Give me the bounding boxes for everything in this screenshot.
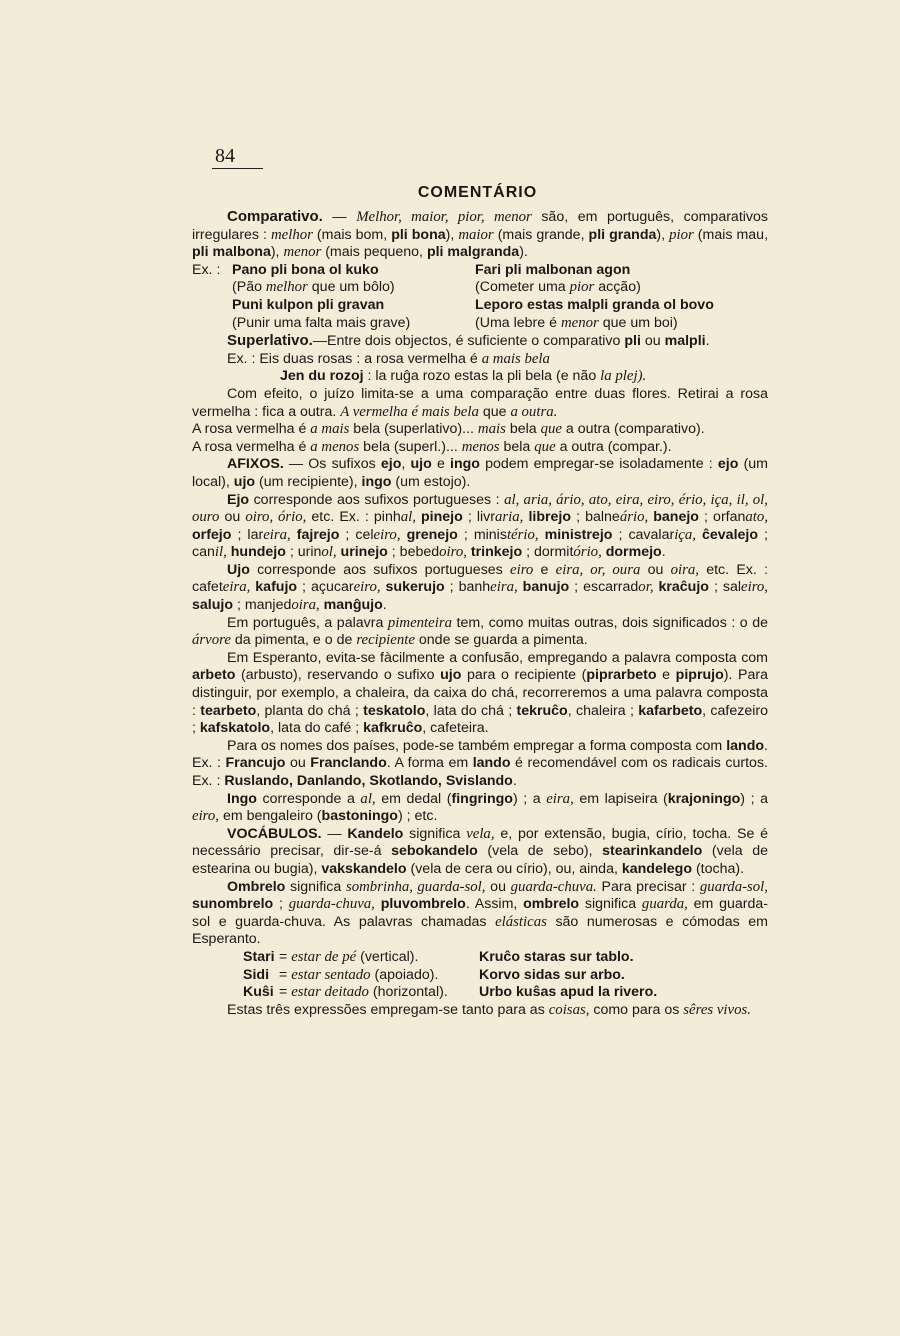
example-cell [232, 262, 475, 280]
esperanto-run: kraĉujo [653, 579, 709, 596]
text-run: em bengaleiro ( [219, 808, 322, 825]
text-run: bela (superl.)... [359, 438, 462, 455]
italic-run: tério, [506, 526, 539, 543]
text-run: a outra (comparativo). [561, 421, 705, 438]
text-run: em guarda-sol e guarda-chuva. As palavras chamadas [192, 896, 769, 930]
text-run: ou [219, 509, 246, 526]
verb-word: Sidi [243, 966, 270, 983]
italic-run: recipiente [356, 632, 415, 649]
italic-run: que [534, 438, 556, 455]
text-run: ou [285, 755, 311, 772]
text-run: acção) [594, 279, 641, 296]
text-run: ) ; etc. [397, 808, 438, 825]
esperanto-run: pluvombrelo [380, 896, 466, 913]
text-run: . Assim, [465, 896, 524, 913]
italic-run: eira, [546, 790, 574, 807]
section-heading: Comparativo. [227, 208, 323, 225]
text-run: = [279, 948, 292, 965]
text-run: A rosa vermelha é [192, 421, 311, 438]
verb-example: Korvo sidas sur arbo. [479, 966, 625, 983]
text-run: e [533, 561, 556, 578]
text-run: — [321, 825, 348, 842]
section-heading: AFIXOS. [227, 456, 284, 473]
italic-run: aria, [495, 509, 524, 526]
example-row [192, 315, 768, 333]
section-heading: Superlativo. [227, 332, 313, 350]
italic-run: melhor [265, 279, 308, 296]
paragraph-superlativo [192, 332, 768, 351]
esperanto-run: piprujo [675, 667, 724, 684]
italic-run: que [540, 421, 562, 438]
examples-block [192, 262, 768, 332]
italic-run: pior [669, 226, 694, 243]
paragraph-ingo [192, 791, 768, 826]
text-run: corresponde aos sufixos portugueses : [249, 491, 505, 508]
text-run: significa [403, 825, 467, 842]
esperanto-run: Franclando [310, 755, 387, 772]
text-run: são, em português, comparativos irregulares : [192, 209, 768, 243]
italic-run: elásticas [495, 913, 547, 930]
section-heading: VOCÁBULOS. [227, 825, 322, 842]
esperanto-run: urinejo [336, 544, 388, 561]
text-run: . Ex. : [192, 737, 768, 772]
esperanto-run: vakskandelo [321, 860, 407, 877]
text-run: . A forma em [386, 755, 473, 772]
italic-run: eira, [222, 579, 251, 596]
italic-run: eiro [510, 561, 534, 578]
italic-run: eiro, [373, 526, 401, 543]
text-run: ; urin [285, 544, 322, 561]
italic-run: al, [360, 790, 376, 807]
text-run: (horizontal). [368, 984, 448, 1001]
paragraph-comparativo [192, 208, 768, 262]
paragraph-arbeto [192, 650, 768, 738]
italic-run: il, [214, 544, 227, 561]
esperanto-run: sukerujo [380, 579, 445, 596]
esperanto-run: kafarbeto [638, 702, 703, 719]
text-run: como para os [589, 1001, 684, 1018]
paragraph [192, 439, 768, 457]
verb-definition [279, 967, 479, 985]
text-run: ; livr [462, 509, 495, 526]
text-run: ou [485, 878, 511, 895]
text-run: ; cavalar [612, 526, 675, 543]
italic-run: eiro, [741, 579, 769, 596]
italic-run: pimenteira [387, 614, 452, 631]
text-run: —Entre dois objectos, é suficiente o comparativo [312, 333, 625, 350]
paragraph-ejo [192, 492, 768, 562]
text-run: é recomendável com os radicais curtos. Ex. : [192, 755, 768, 789]
esperanto-run: ingo [450, 456, 480, 473]
paragraph-final [192, 1002, 768, 1020]
text-run: etc. Ex. : pinh [306, 509, 401, 526]
text-run: ) ; a [740, 790, 768, 807]
esperanto-run: pli granda [588, 226, 657, 243]
verb-word: Kuŝi [243, 984, 274, 1001]
esperanto-run: Pano pli bona ol kuko [232, 261, 379, 278]
text-run: Para os nomes dos países, pode-se também empregar a forma composta com [227, 737, 727, 754]
esperanto-run: sebokandelo [391, 843, 478, 860]
verb-row [192, 984, 768, 1002]
text-run: que um boi) [598, 314, 678, 331]
italic-run: guarda-sol, [699, 878, 768, 895]
text-run: Com efeito, o juízo limita-se a uma comparação entre duas flores. Retirai a rosa vermelha : fica a outra. [192, 385, 768, 420]
text-run: , lata do café ; [270, 720, 364, 737]
text-run: — Os sufixos [283, 456, 381, 473]
esperanto-run: ujo [410, 456, 432, 473]
esperanto-run: Ruslando, Danlando, Skotlando, Svislando [224, 773, 513, 789]
esperanto-run: orfejo [192, 526, 232, 543]
text-run: (um recipiente), [255, 473, 362, 490]
italic-run: eira, [490, 579, 518, 596]
text-run: , lata do chá ; [425, 702, 517, 719]
text-run: que um bôlo) [307, 279, 395, 296]
esperanto-run: ombrelo [523, 896, 580, 913]
text-run: bela [505, 421, 541, 438]
esperanto-run: pli bona [391, 226, 446, 243]
esperanto-run: ejo [717, 456, 739, 473]
italic-run: oira, [670, 561, 699, 578]
text-run: ). Para distinguir, por exemplo, a chaleira, da caixa do chá, recorreremos a uma palavra composta : [192, 667, 769, 719]
italic-run: or, [638, 579, 654, 596]
italic-run: melhor [271, 226, 313, 243]
text-run: ; [273, 896, 289, 913]
esperanto-run: lando [472, 755, 511, 772]
text-run: ; escarrad [569, 579, 639, 596]
text-run: em dedal ( [375, 790, 452, 807]
italic-run: a outra. [510, 403, 558, 420]
text-run: A rosa vermelha é [192, 438, 311, 455]
paragraph-pimenteira [192, 615, 768, 650]
italic-run: oiro, ório, [245, 509, 307, 526]
esperanto-run: ingo [361, 473, 392, 490]
paragraph [192, 421, 768, 439]
esperanto-run: Jen du rozoj [280, 368, 364, 385]
text-run: ou [640, 333, 665, 350]
italic-run: Melhor, maior, pior, menor [356, 209, 532, 225]
italic-run: estar de pé [291, 948, 357, 965]
text-run: ; minis [457, 526, 507, 543]
text-run: corresponde aos sufixos portugueses [249, 561, 511, 578]
example-cell [475, 315, 678, 333]
text-run: . [705, 333, 710, 350]
text-run: significa [579, 896, 642, 913]
esperanto-run: ujo [440, 667, 462, 684]
verb-example: Urbo kuŝas apud la rivero. [479, 984, 658, 1001]
text-run: ; orfan [698, 509, 746, 526]
text-run: , cafezeiro ; [192, 702, 768, 737]
text-run: ; sal [708, 579, 742, 596]
text-run: ; banh [444, 579, 491, 596]
esperanto-run: Ingo [227, 790, 257, 807]
text-run: ). [519, 244, 528, 261]
text-run: da pimenta, e o de [230, 632, 357, 649]
text-run: podem empregar-se isoladamente : [479, 456, 718, 473]
text-run: (vela de estearina ou bugia), [192, 843, 769, 877]
italic-run: la plej). [600, 368, 647, 385]
body-text [192, 208, 768, 1019]
text-run: (mais bom, [312, 226, 392, 243]
esperanto-run: tearbeto [200, 702, 257, 719]
esperanto-run: Fari pli malbonan agon [475, 261, 631, 278]
text-run: ; can [192, 526, 768, 561]
text-run: (Cometer uma [475, 279, 570, 296]
verb-definition [279, 949, 479, 967]
esperanto-run: ĉevalejo [695, 526, 759, 543]
paragraph-vocabulos [192, 826, 768, 879]
text-run: e, por extensão, bugia, círio, tocha. Se é necessário precisar, dir-se-á [192, 825, 769, 860]
example-cell [232, 297, 475, 315]
example-row [192, 297, 768, 315]
text-run: a outra (compar.). [555, 438, 672, 455]
esperanto-run: Puni kulpon pli gravan [232, 296, 385, 313]
italic-run: guarda-chuva, [288, 896, 375, 913]
text-run: , cafeteira. [422, 720, 489, 737]
text-run: ; manjed [233, 597, 292, 614]
esperanto-run: ejo [380, 456, 402, 473]
text-run: (vertical). [356, 948, 419, 965]
esperanto-run: ministrejo [538, 526, 613, 543]
text-run: (mais pequeno, [321, 244, 427, 261]
text-run: Para precisar : [596, 878, 700, 895]
example-cell [232, 279, 475, 297]
text-run: e [656, 667, 676, 684]
italic-run: estar deitado [291, 984, 369, 1001]
text-run: — [322, 209, 357, 225]
italic-run: menor [283, 244, 322, 261]
text-run: (mais grande, [493, 226, 589, 243]
italic-run: A vermelha é mais bela [340, 403, 479, 420]
text-run: Estas três expressões empregam-se tanto para as [227, 1001, 549, 1018]
paragraph-ujo [192, 562, 768, 615]
esperanto-run: krajoningo [667, 790, 741, 807]
italic-run: al, aria, ário, ato, eira, eiro, ério, iça, il, ol, ouro [192, 491, 768, 526]
text-run: ), [445, 226, 459, 243]
text-run: (Pão [232, 279, 266, 296]
text-run: e [431, 456, 450, 473]
esperanto-run: banujo [517, 579, 570, 596]
esperanto-run: Ejo [227, 491, 250, 508]
esperanto-run: pli [624, 333, 641, 350]
esperanto-run: Ombrelo [227, 878, 286, 895]
text-run: que [478, 403, 511, 420]
italic-run: sêres vivos. [683, 1001, 751, 1018]
text-run: . [382, 597, 387, 614]
text-run: Em Esperanto, evita-se fàcilmente a confusão, empregando a palavra composta com [227, 649, 768, 666]
italic-run: guarda, [641, 896, 688, 913]
paragraph [192, 368, 768, 386]
text-run: corresponde a [256, 790, 361, 807]
esperanto-run: teskatolo [363, 702, 426, 719]
text-run: , [401, 456, 411, 473]
esperanto-run: kafskatolo [199, 720, 271, 737]
italic-run: ato, [745, 509, 769, 526]
esperanto-run: pli malgranda [426, 244, 520, 261]
text-run: (vela de cera ou círio), ou, ainda, [406, 860, 622, 877]
esperanto-run: malpli [664, 333, 706, 350]
text-run: (mais mau, [693, 226, 769, 243]
italic-run: eiro, [353, 579, 381, 596]
text-run: onde se guarda a pimenta. [414, 632, 588, 649]
text-run: (tocha). [692, 860, 745, 877]
page-title: COMENTÁRIO [417, 184, 538, 201]
paragraph [192, 351, 768, 369]
text-run: . [512, 773, 517, 789]
esperanto-run: manĝujo [319, 597, 383, 614]
text-run: . [661, 544, 666, 561]
esperanto-run: kafkruĉo [363, 720, 423, 737]
text-run: = [279, 984, 292, 1001]
text-run: ) ; a [512, 790, 547, 807]
esperanto-run: kandelego [621, 860, 693, 877]
esperanto-run: Francujo [225, 755, 286, 772]
esperanto-run: kafujo [250, 579, 298, 596]
italic-run: eira, or, oura [555, 561, 641, 578]
esperanto-run: Kandelo [347, 825, 404, 842]
text-run: , chaleira ; [567, 702, 639, 719]
text-run: ; balne [571, 509, 620, 526]
text-run: (Uma lebre é [475, 314, 561, 331]
esperanto-run: trinkejo [466, 544, 523, 561]
esperanto-run: arbeto [192, 667, 236, 684]
italic-run: sombrinha, guarda-sol, [345, 878, 486, 895]
italic-run: guarda-chuva. [510, 878, 597, 895]
text-run: : la ruĝa rozo estas la pli bela (e não [363, 368, 601, 385]
paragraph-ombrelo [192, 879, 768, 949]
italic-run: coisas, [548, 1001, 590, 1018]
example-row [192, 279, 768, 297]
text-run: ; dormit [522, 544, 574, 561]
verb-row [192, 949, 768, 967]
example-cell [475, 262, 630, 280]
text-run: , planta do chá ; [256, 702, 364, 719]
esperanto-run: stearinkandelo [602, 843, 703, 860]
italic-run: pior [569, 279, 595, 296]
italic-run: eira, [263, 526, 291, 543]
text-run: Em português, a palavra [227, 614, 388, 631]
esperanto-run: fajrejo [290, 526, 340, 543]
italic-run: oiro, [439, 544, 467, 561]
italic-run: eiro, [192, 808, 219, 825]
text-run: em lapiseira ( [573, 790, 668, 807]
italic-run: menor [560, 314, 599, 331]
italic-run: ório, [573, 544, 602, 561]
verb-row [192, 967, 768, 985]
example-row [192, 262, 768, 280]
text-run: são numerosas e cómodas em Esperanto. [192, 913, 768, 948]
italic-run: a menos [310, 438, 360, 455]
text-run: bela [499, 438, 535, 455]
paragraph-afixos [192, 456, 768, 491]
text-run: etc. Ex. : cafet [192, 561, 768, 596]
italic-run: a mais bela [481, 350, 550, 367]
italic-run: oira, [291, 597, 320, 614]
text-run: ; açucar [297, 579, 354, 596]
italic-run: ol, [321, 544, 337, 561]
text-run: ; bebed [387, 544, 440, 561]
text-run: ), [270, 244, 284, 261]
esperanto-run: lando [726, 737, 765, 754]
italic-run: iça, [674, 526, 696, 543]
esperanto-run: Ujo [227, 561, 250, 578]
page-number: 84 [212, 144, 263, 169]
italic-run: mais [477, 421, 506, 438]
italic-run: menos [461, 438, 500, 455]
esperanto-run: pinejo [415, 509, 463, 526]
esperanto-run: fingringo [451, 790, 513, 807]
text-run: (um estojo). [391, 473, 471, 490]
text-run: (arbusto), reservando o sufixo [235, 667, 441, 684]
italic-run: maior [458, 226, 494, 243]
esperanto-run: banejo [648, 509, 699, 526]
italic-run: al, [400, 509, 416, 526]
text-run: (apoiado). [370, 966, 439, 983]
italic-run: árvore [192, 632, 231, 649]
text-run: significa [285, 878, 346, 895]
italic-run: ário, [619, 509, 649, 526]
example-label: Ex. : [192, 261, 221, 278]
text-run: (vela de sebo), [477, 843, 603, 860]
paragraph-lando [192, 738, 768, 791]
esperanto-run: ujo [233, 473, 256, 490]
example-cell [475, 297, 714, 315]
example-cell [475, 279, 641, 297]
esperanto-run: salujo [192, 597, 233, 614]
text-run: tem, como muitas outras, dois significados : o de [452, 614, 769, 631]
verb-definition [279, 984, 479, 1002]
esperanto-run: hundejo [226, 544, 286, 561]
italic-run: vela, [466, 825, 495, 842]
esperanto-run: Leporo estas malpli granda ol bovo [475, 296, 714, 313]
text-run: = [279, 966, 292, 983]
esperanto-run: pli malbona [192, 244, 271, 261]
text-run: (um local), [192, 456, 768, 490]
esperanto-run: sunombrelo [192, 896, 274, 913]
esperanto-run: bastoningo [321, 808, 398, 825]
esperanto-run: librejo [523, 509, 572, 526]
text-run: bela (superlativo)... [349, 421, 478, 438]
text-run: ou [640, 561, 671, 578]
esperanto-run: tekruĉo [516, 702, 568, 719]
paragraph [192, 386, 768, 421]
verb-word: Stari [243, 948, 275, 965]
text-run: ), [656, 226, 670, 243]
text-run: para o recipiente ( [461, 667, 587, 684]
esperanto-run: dormejo [601, 544, 662, 561]
verb-example: Kruĉo staras sur tablo. [479, 948, 634, 965]
esperanto-run: grenejo [400, 526, 458, 543]
text-run: Ex. : Eis duas rosas : a rosa vermelha é [227, 350, 482, 367]
italic-run: a mais [310, 421, 350, 438]
example-cell: (Punir uma falta mais grave) [232, 314, 411, 331]
text-run: ; cel [339, 526, 374, 543]
italic-run: estar sentado [291, 966, 371, 983]
esperanto-run: piprarbeto [586, 667, 657, 684]
text-run: ; lar [231, 526, 264, 543]
